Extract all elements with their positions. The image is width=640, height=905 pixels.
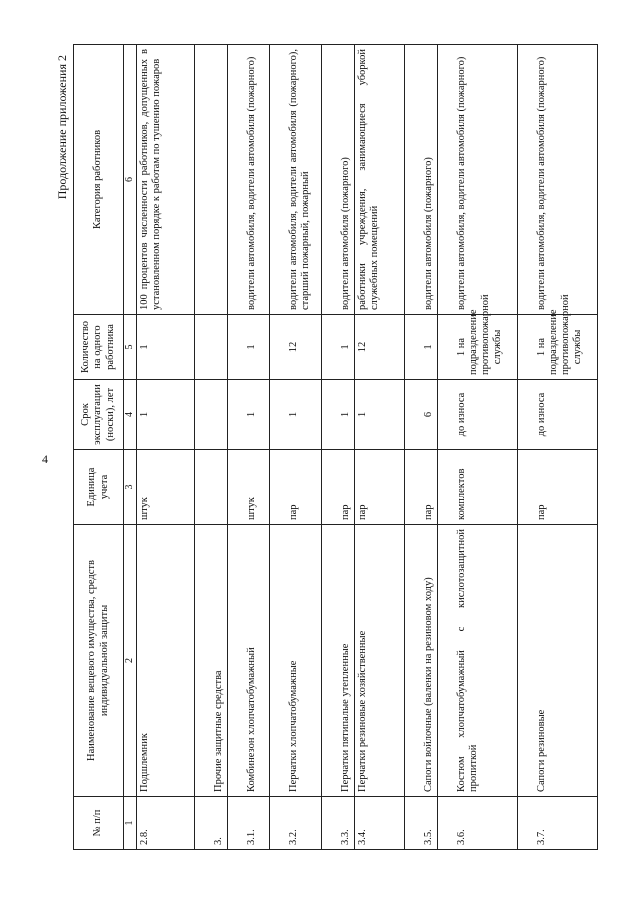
row-category: работники учреждения, занимающиеся уборкой служебных помещений [354, 45, 404, 315]
row-category: водители автомобиля, водители автомобиля (пожарного), старший пожарный, пожарный [269, 45, 321, 315]
header-num: № п/п [74, 797, 124, 850]
row-qty: 1 [321, 315, 354, 380]
table-row [437, 45, 517, 850]
row-num: 3.6. [437, 797, 517, 850]
row-category: водители автомобиля, водители автомобиля (пожарного) [437, 45, 517, 315]
row-name: Сапоги войлочные (валенки на резиновом ходу) [404, 525, 437, 797]
row-unit: пар [354, 450, 404, 525]
row-unit: комплектов [437, 450, 517, 525]
row-unit: пар [404, 450, 437, 525]
table-row [269, 45, 321, 850]
row-num: 3.3. [321, 797, 354, 850]
header-category: Категория работников [74, 45, 124, 315]
page-number: 4 [42, 452, 48, 466]
row-term: 1 [227, 380, 269, 450]
row-qty: 1 [227, 315, 269, 380]
continuation-label: Продолжение приложения 2 [55, 55, 69, 200]
column-number: 2 [124, 525, 137, 797]
column-number: 4 [124, 380, 137, 450]
row-unit: пар [321, 450, 354, 525]
table-row [517, 45, 597, 850]
table-row [404, 45, 437, 850]
row-name: Перчатки хлопчатобумажные [269, 525, 321, 797]
row-qty: 1 [404, 315, 437, 380]
row-category: водители автомобиля (пожарного) [404, 45, 437, 315]
row-unit [194, 450, 227, 525]
row-term [194, 380, 227, 450]
row-qty: 1 на подразделение противопожарной службы [517, 315, 597, 380]
row-term: 6 [404, 380, 437, 450]
table-row [321, 45, 354, 850]
column-number: 6 [124, 45, 137, 315]
row-name: Костюм хлопчатобумажный с кислотозащитной пропиткой [437, 525, 517, 797]
header-term: Срок эксплуатации (носки), лет [74, 380, 124, 450]
table-row [354, 45, 404, 850]
column-number: 5 [124, 315, 137, 380]
row-term: до износа [517, 380, 597, 450]
row-num: 3. [194, 797, 227, 850]
row-term: 1 [136, 380, 194, 450]
row-qty: 1 [136, 315, 194, 380]
row-category: водители автомобиля (пожарного) [321, 45, 354, 315]
row-category: 100 процентов численности работников, допущенных в установленном порядке к работам по тушению пожаров [136, 45, 194, 315]
header-unit: Единица учета [74, 450, 124, 525]
row-num: 3.2. [269, 797, 321, 850]
row-category: водители автомобиля, водители автомобиля (пожарного) [227, 45, 269, 315]
column-number: 1 [124, 797, 137, 850]
row-num: 2.8. [136, 797, 194, 850]
row-name: Комбинезон хлопчатобумажный [227, 525, 269, 797]
row-num: 3.1. [227, 797, 269, 850]
row-qty: 12 [354, 315, 404, 380]
header-name: Наименование вещевого имущества, средств индивидуальной защиты [74, 525, 124, 797]
row-category: водители автомобиля, водители автомобиля (пожарного) [517, 45, 597, 315]
row-qty [194, 315, 227, 380]
column-number: 3 [124, 450, 137, 525]
row-term: до износа [437, 380, 517, 450]
table-row [136, 45, 194, 850]
column-number-row [124, 45, 137, 850]
equipment-table [73, 44, 598, 850]
row-num: 3.5. [404, 797, 437, 850]
row-qty: 12 [269, 315, 321, 380]
rotated-page-content [55, 45, 583, 850]
row-name: Сапоги резиновые [517, 525, 597, 797]
row-qty: 1 на подразделение противопожарной службы [437, 315, 517, 380]
row-term: 1 [269, 380, 321, 450]
row-num: 3.7. [517, 797, 597, 850]
row-category [194, 45, 227, 315]
row-unit: штук [136, 450, 194, 525]
table-row [227, 45, 269, 850]
row-name: Перчатки пятипалые утепленные [321, 525, 354, 797]
row-term: 1 [321, 380, 354, 450]
row-term: 1 [354, 380, 404, 450]
row-unit: пар [269, 450, 321, 525]
row-name: Подшлемник [136, 525, 194, 797]
table-row [194, 45, 227, 850]
row-name: Прочие защитные средства [194, 525, 227, 797]
row-num: 3.4. [354, 797, 404, 850]
header-row [74, 45, 124, 850]
row-name: Перчатки резиновые хозяйственные [354, 525, 404, 797]
header-qty: Количество на одного работника [74, 315, 124, 380]
row-unit: штук [227, 450, 269, 525]
row-unit: пар [517, 450, 597, 525]
